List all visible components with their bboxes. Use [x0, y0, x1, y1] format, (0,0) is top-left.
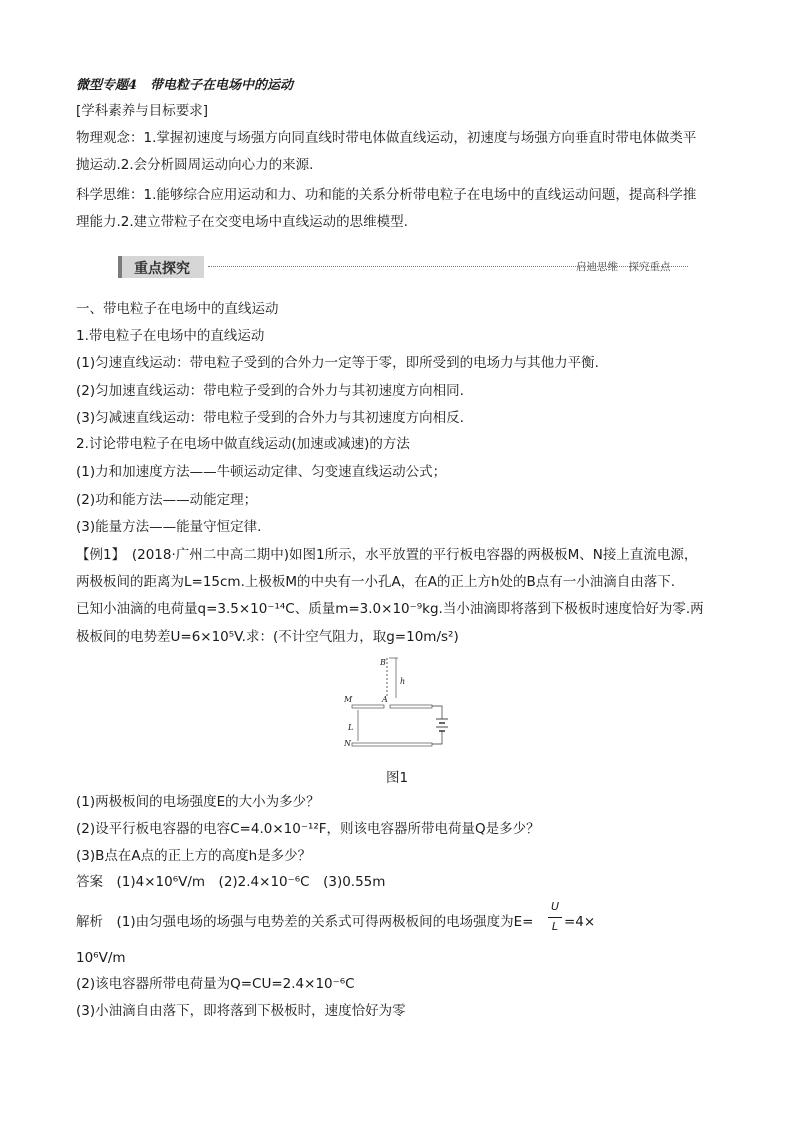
- section-subtitle: 启迪思维 探究重点: [576, 261, 671, 273]
- part1-heading: 一、带电粒子在电场中的直线运动: [76, 301, 279, 317]
- plate-M-left: [352, 705, 384, 708]
- question-3: (3)B点在A点的正上方的高度h是多少？: [76, 848, 312, 864]
- label-A: A: [382, 695, 388, 704]
- goals-header: [学科素养与目标要求]: [76, 103, 209, 119]
- wire-top: [432, 706, 442, 719]
- sub1-item-1: (1)匀速直线运动：带电粒子受到的合外力一定等于零，即所受到的电场力与其他力平衡.: [76, 355, 599, 371]
- example-line-2: 两极板间的距离为L=15cm.上极板M的中央有一小孔A，在A的正上方h处的B点有一小油滴自由落下.: [76, 574, 676, 590]
- question-1: (1)两极板间的电场强度E的大小为多少？: [76, 794, 320, 810]
- label-h: h: [400, 677, 406, 686]
- science-thinking-line-1: 科学思维：1.能够综合应用运动和力、功和能的关系分析带电粒子在电场中的直线运动问题，提高科学推: [76, 187, 697, 203]
- wire-bottom: [432, 731, 442, 744]
- answer-line: 答案 (1)4×10⁶V/m (2)2.4×10⁻⁶C (3)0.55m: [76, 874, 386, 890]
- fraction-bar: [548, 917, 562, 918]
- page-title: 微型专题4 带电粒子在电场中的运动: [76, 78, 294, 93]
- analysis-line-2: 10⁶V/m: [76, 950, 126, 966]
- plate-N: [352, 743, 432, 746]
- section-tab: [118, 256, 204, 278]
- analysis-line-1: 解析 (1)由匀强电场的场强与电势差的关系式可得两极板间的电场强度为E=: [76, 914, 534, 930]
- plate-M-right: [390, 705, 432, 708]
- label-M: M: [344, 695, 353, 704]
- label-N: N: [344, 739, 351, 748]
- fraction-denominator: L: [551, 920, 559, 933]
- science-thinking-line-2: 理能力.2.建立带粒子在交变电场中直线运动的思维模型.: [76, 214, 408, 230]
- sub2-heading: 2.讨论带电粒子在电场中做直线运动(加速或减速)的方法: [76, 436, 410, 452]
- sub2-item-1: (1)力和加速度方法——牛顿运动定律、匀变速直线运动公式；: [76, 464, 447, 480]
- analysis-line-4: (3)小油滴自由落下，即将落到下极板时，速度恰好为零: [76, 1003, 406, 1019]
- capacitor-figure: [338, 650, 458, 780]
- sub1-heading: 1.带电粒子在电场中的直线运动: [76, 328, 265, 344]
- example-line-1: 【例1】 (2018·广州二中高二期中)如图1所示，水平放置的平行板电容器的两极板M、N接上直流电源，: [76, 547, 698, 563]
- label-L: L: [348, 723, 354, 732]
- section-label: 重点探究: [134, 261, 190, 277]
- figure-caption: 图1: [386, 770, 409, 786]
- analysis-line-3: (2)该电容器所带电荷量为Q=CU=2.4×10⁻⁶C: [76, 976, 355, 992]
- physics-concept-line-2: 抛运动.2.会分析圆周运动向心力的来源.: [76, 157, 314, 173]
- sub2-item-2: (2)功和能方法——动能定理；: [76, 492, 258, 508]
- sub1-item-3: (3)匀减速直线运动：带电粒子受到的合外力与其初速度方向相反.: [76, 410, 464, 426]
- section-banner: [118, 256, 718, 278]
- label-B: B: [380, 658, 386, 667]
- question-2: (2)设平行板电容器的电容C=4.0×10⁻¹²F，则该电容器所带电荷量Q是多少？: [76, 821, 540, 837]
- analysis-line-1-tail: =4×: [564, 914, 596, 930]
- fraction-numerator: U: [550, 900, 560, 913]
- sub2-item-3: (3)能量方法——能量守恒定律.: [76, 519, 262, 535]
- example-line-3: 已知小油滴的电荷量q=3.5×10⁻¹⁴C、质量m=3.0×10⁻⁹kg.当小油滴即将落到下极板时速度恰好为零.两: [76, 601, 704, 617]
- example-line-4: 极板间的电势差U=6×10⁵V.求：(不计空气阻力，取g=10m/s²): [76, 629, 459, 645]
- sub1-item-2: (2)匀加速直线运动：带电粒子受到的合外力与其初速度方向相同.: [76, 383, 464, 399]
- physics-concept-line-1: 物理观念：1.掌握初速度与场强方向同直线时带电体做直线运动，初速度与场强方向垂直时带电体做类平: [76, 130, 697, 146]
